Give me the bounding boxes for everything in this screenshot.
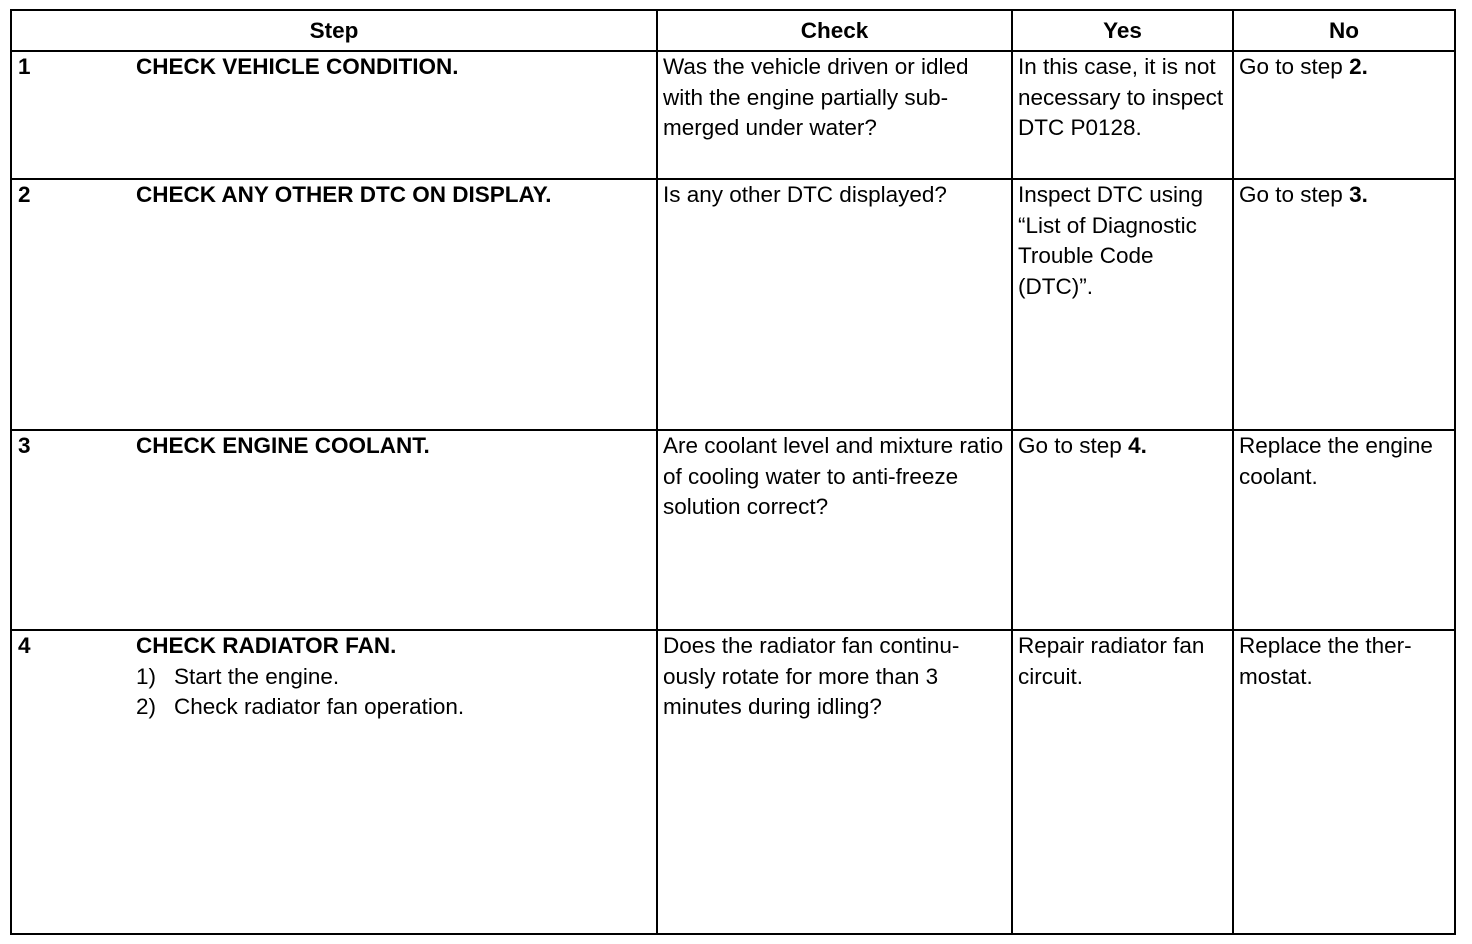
goto-period: . xyxy=(1140,433,1147,458)
substep-number: 1) xyxy=(136,663,157,689)
step-cell xyxy=(11,630,657,934)
goto-step-number: 3 xyxy=(1349,182,1362,207)
yes-cell: In this case, it is not necessary to inspect DTC P0128. xyxy=(1012,51,1233,179)
check-cell: Does the radiator fan continu-ously rotate for more than 3 minutes during idling? xyxy=(657,630,1012,934)
step-cell xyxy=(11,51,657,179)
goto-period: . xyxy=(1361,182,1368,207)
step-title: CHECK ENGINE COOLANT. xyxy=(136,433,430,458)
table-row xyxy=(11,630,1455,934)
header-yes: Yes xyxy=(1012,10,1233,51)
diagnostic-table xyxy=(10,9,1456,935)
step-number: 1 xyxy=(18,54,31,79)
table-row xyxy=(11,430,1455,630)
no-cell xyxy=(1233,179,1455,430)
substep-item xyxy=(136,662,651,693)
step-title: CHECK VEHICLE CONDITION. xyxy=(136,54,459,79)
step-cell xyxy=(11,179,657,430)
goto-step-number: 2 xyxy=(1349,54,1362,79)
check-cell: Are coolant level and mixture ratio of cooling water to anti-freeze solution correct? xyxy=(657,430,1012,630)
step-number: 4 xyxy=(18,633,31,658)
table-row xyxy=(11,51,1455,179)
no-cell: Replace the ther-mostat. xyxy=(1233,630,1455,934)
yes-cell xyxy=(1012,430,1233,630)
substep-text: Start the engine. xyxy=(174,663,340,689)
goto-text: Go to step xyxy=(1018,433,1129,458)
step-title: CHECK ANY OTHER DTC ON DISPLAY. xyxy=(136,182,552,207)
step-number: 3 xyxy=(18,433,31,458)
goto-period: . xyxy=(1361,54,1368,79)
check-cell: Is any other DTC displayed? xyxy=(657,179,1012,430)
substep-text: Check radiator fan operation. xyxy=(174,694,465,719)
yes-cell: Inspect DTC using “List of Diagnostic Trouble Code (DTC)”. xyxy=(1012,179,1233,430)
check-cell: Was the vehicle driven or idled with the engine partially sub-merged under water? xyxy=(657,51,1012,179)
step-cell xyxy=(11,430,657,630)
goto-step-number: 4 xyxy=(1128,433,1141,458)
goto-text: Go to step xyxy=(1239,182,1350,207)
table-row xyxy=(11,179,1455,430)
header-row xyxy=(11,10,1455,51)
substep-item xyxy=(136,692,651,723)
substep-number: 2) xyxy=(136,694,157,719)
no-cell: Replace the engine coolant. xyxy=(1233,430,1455,630)
yes-cell: Repair radiator fan circuit. xyxy=(1012,630,1233,934)
substep-list xyxy=(136,662,651,723)
no-cell xyxy=(1233,51,1455,179)
step-title: CHECK RADIATOR FAN. xyxy=(136,633,397,658)
header-check: Check xyxy=(657,10,1012,51)
step-number: 2 xyxy=(18,182,31,207)
header-step: Step xyxy=(11,10,657,51)
header-no: No xyxy=(1233,10,1455,51)
goto-text: Go to step xyxy=(1239,54,1350,79)
